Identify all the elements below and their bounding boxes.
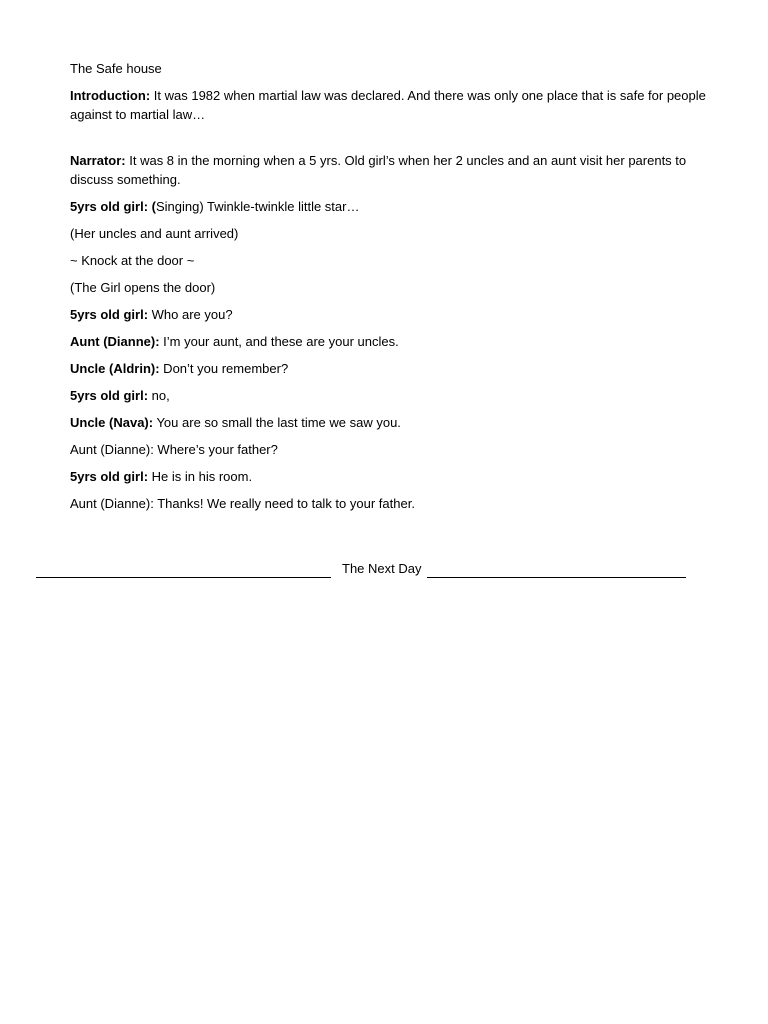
line-text: (Her uncles and aunt arrived) <box>70 226 239 241</box>
speaker-label: Aunt (Dianne): <box>70 334 160 349</box>
introduction-paragraph <box>70 86 710 124</box>
speaker-label: Narrator: <box>70 153 126 168</box>
dialogue-line <box>70 413 710 432</box>
separator-line-right <box>427 564 686 578</box>
line-text: Aunt (Dianne): Thanks! We really need to talk to your father. <box>70 496 415 511</box>
introduction-label: Introduction: <box>70 88 151 103</box>
document-title: The Safe house <box>70 61 162 76</box>
speaker-label: Uncle (Aldrin): <box>70 361 160 376</box>
speaker-label: 5yrs old girl: <box>70 469 149 484</box>
separator-label: The Next Day <box>342 561 422 576</box>
line-text: You are so small the last time we saw you. <box>153 415 401 430</box>
line-text: Singing) Twinkle-twinkle little star… <box>155 199 360 214</box>
dialogue-line <box>70 305 710 324</box>
dialogue-line <box>70 467 710 486</box>
speaker-label: 5yrs old girl: <box>70 307 149 322</box>
stage-direction <box>70 224 710 243</box>
line-text: ~ Knock at the door ~ <box>70 253 195 268</box>
dialogue-line <box>70 359 710 378</box>
stage-direction <box>70 278 710 297</box>
speaker-label: 5yrs old girl: ( <box>70 199 156 214</box>
line-text: He is in his room. <box>148 469 253 484</box>
line-text: It was 8 in the morning when a 5 yrs. Old girl’s when her 2 uncles and an aunt visit her parents to discuss something. <box>70 153 687 187</box>
stage-direction <box>70 251 710 270</box>
introduction-text: It was 1982 when martial law was declared. And there was only one place that is safe for people against to martial law… <box>70 88 706 122</box>
scene-separator <box>36 559 690 578</box>
dialogue-line <box>70 386 710 405</box>
dialogue-line <box>70 332 710 351</box>
line-text: (The Girl opens the door) <box>70 280 216 295</box>
dialogue-line <box>70 197 710 216</box>
dialogue-line <box>70 151 710 189</box>
script-body <box>70 59 710 521</box>
dialogue-line <box>70 494 710 513</box>
line-text: Aunt (Dianne): Where’s your father? <box>70 442 278 457</box>
separator-line-left <box>36 564 331 578</box>
blank-line <box>70 132 710 151</box>
speaker-label: Uncle (Nava): <box>70 415 154 430</box>
dialogue-line <box>70 440 710 459</box>
line-text: Who are you? <box>148 307 233 322</box>
speaker-label: 5yrs old girl: <box>70 388 149 403</box>
line-text: I’m your aunt, and these are your uncles. <box>159 334 399 349</box>
line-text: no, <box>148 388 170 403</box>
line-text: Don’t you remember? <box>159 361 289 376</box>
